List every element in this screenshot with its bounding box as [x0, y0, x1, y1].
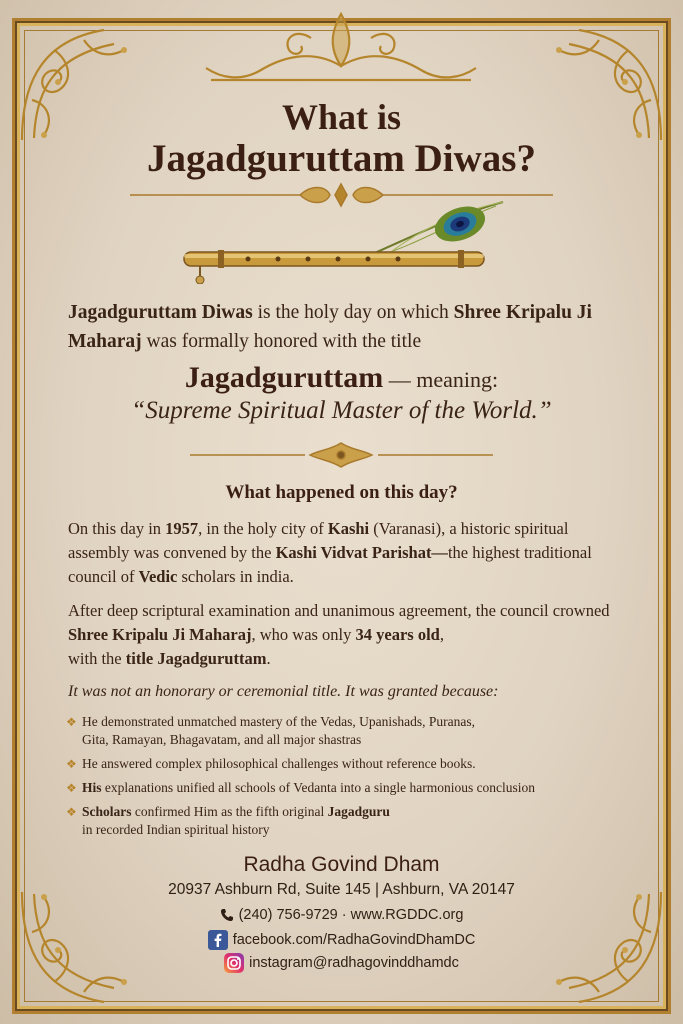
facebook-link[interactable]: facebook.com/RadhaGovindDhamDC — [232, 931, 476, 948]
list-item-text: He answered complex philosophical challenges without reference books. — [82, 756, 476, 771]
organization-address: 20937 Ashburn Rd, Suite 145 | Ashburn, VA 20147 — [168, 881, 515, 898]
intro-text-1: is the holy day on which — [252, 302, 454, 323]
phone-icon — [220, 908, 234, 922]
bullet-diamond-icon: ❖ — [66, 805, 77, 819]
instagram-link[interactable]: instagram@radhagovinddhamdc — [249, 954, 459, 971]
history-paragraph-1: On this day in 1957, in the holy city of Kashi (Varanasi), a historic spiritual assembly was convened by the Kashi Vidvat Parishat—the highest traditional council of Vedic scholars in india. — [68, 519, 592, 586]
intro-bold-name: Shree Kripalu Ji Maharaj — [68, 302, 592, 352]
intro-paragraph — [68, 298, 628, 356]
history-paragraph-2: After deep scriptural examination and unanimous agreement, the council crowned Shree Kripalu Ji Maharaj, who was only 34 years old, with the title Jagadguruttam. — [68, 601, 610, 668]
facebook-line — [0, 930, 683, 950]
page-title-line-1: What is — [281, 97, 402, 137]
list-item-text: He demonstrated unmatched mastery of the Vedas, Upanishads, Puranas, Gita, Ramayan, Bhagavatam, and all major shastras — [82, 714, 476, 747]
instagram-icon — [224, 953, 244, 973]
title-word: Jagadguruttam — [184, 361, 384, 394]
bullet-diamond-icon: ❖ — [66, 757, 77, 771]
list-item-text: His explanations unified all schools of Vedanta into a single harmonious conclusion — [82, 780, 536, 795]
organization-name: Radha Govind Dham — [243, 853, 440, 876]
phone-website-line — [0, 907, 683, 923]
middle-divider-ornament — [0, 440, 683, 470]
granted-because-note: It was not an honorary or ceremonial title. It was granted because: — [68, 683, 499, 700]
peacock-feather-icon — [368, 200, 503, 256]
list-item — [66, 713, 626, 749]
page-title-line-2: Jagadguruttam Diwas? — [147, 137, 536, 180]
list-item-text: Scholars confirmed Him as the fifth original Jagadguru in recorded Indian spiritual history — [82, 804, 390, 837]
meaning-quote: “Supreme Spiritual Master of the World.” — [131, 397, 552, 424]
top-center-ornament — [191, 8, 491, 88]
flute-icon — [178, 194, 508, 284]
list-item — [66, 779, 626, 797]
reasons-list — [66, 713, 626, 845]
section-heading: What happened on this day? — [225, 482, 458, 503]
facebook-icon — [208, 930, 228, 950]
bullet-diamond-icon: ❖ — [66, 781, 77, 795]
list-item — [66, 755, 626, 773]
phone-website-text[interactable]: (240) 756-9729 · www.RGDDC.org — [238, 907, 464, 923]
intro-bold-jagadguruttam-diwas: Jagadguruttam Diwas — [68, 302, 253, 323]
bullet-diamond-icon: ❖ — [66, 715, 77, 729]
intro-text-2: was formally honored with the title — [141, 331, 422, 352]
instagram-line — [0, 953, 683, 973]
meaning-label: — meaning: — [383, 367, 499, 392]
list-item — [66, 803, 626, 839]
title-meaning-line — [0, 361, 683, 395]
